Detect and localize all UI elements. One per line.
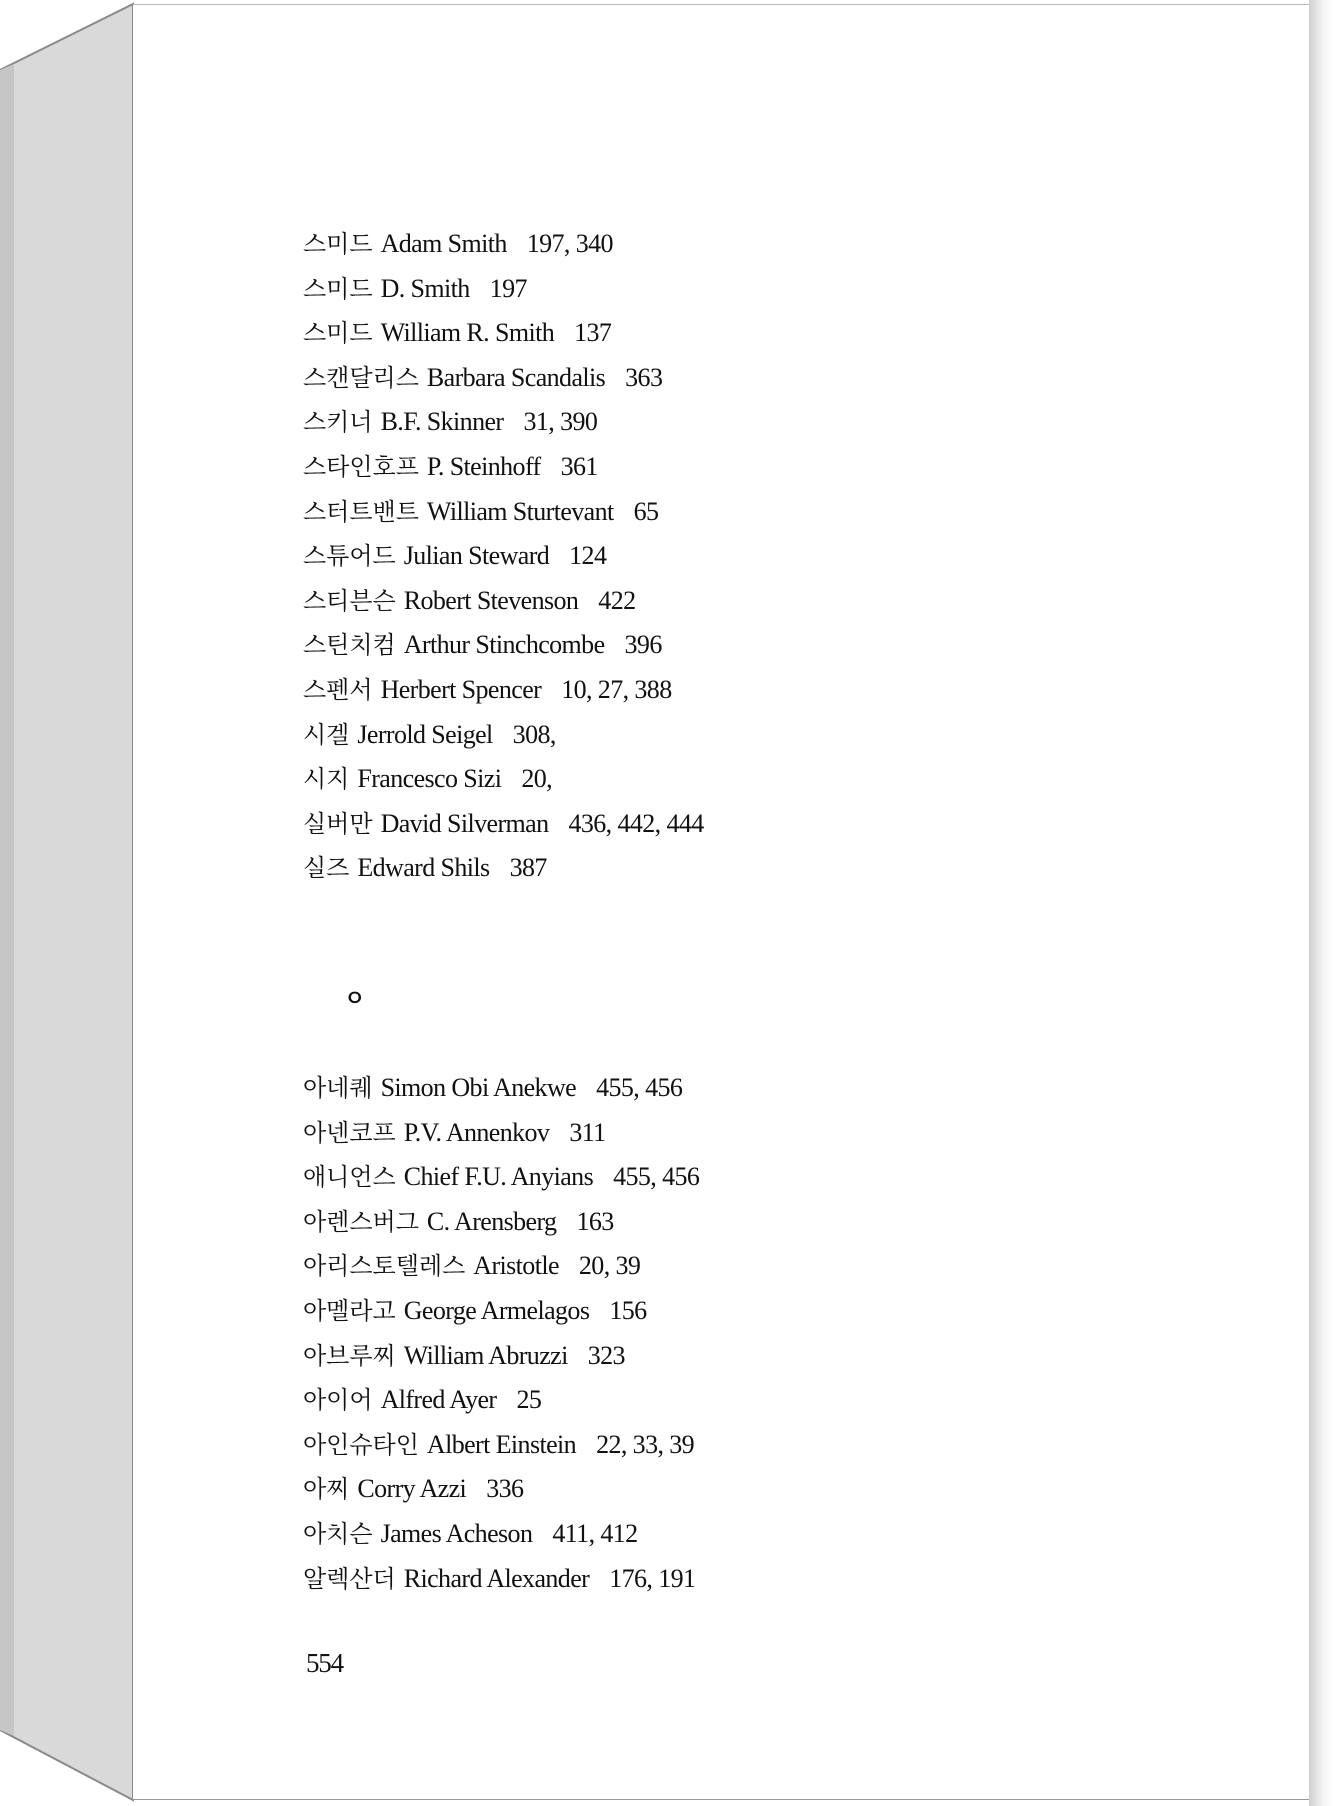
- korean-name: 아이어: [303, 1386, 373, 1415]
- book-spine-edge: [0, 0, 140, 1806]
- english-name: William Abruzzi: [403, 1340, 568, 1370]
- index-entry: [303, 445, 704, 490]
- korean-name: 시지: [303, 765, 350, 794]
- korean-name: 아브루찌: [303, 1341, 396, 1370]
- index-entry: [303, 534, 704, 579]
- english-name: David Silverman: [380, 808, 549, 838]
- english-name: Julian Steward: [403, 541, 550, 571]
- index-entry: [303, 668, 704, 713]
- page-refs: 363: [625, 362, 663, 392]
- english-name: George Armelagos: [403, 1295, 590, 1325]
- english-name: Francesco Sizi: [357, 764, 502, 794]
- index-entry: [303, 1155, 699, 1200]
- english-name: Richard Alexander: [403, 1563, 590, 1593]
- index-entry: [303, 1512, 699, 1557]
- page-refs: 396: [624, 630, 662, 660]
- index-entry: [303, 1066, 699, 1111]
- korean-name: 스틴치컴: [303, 631, 396, 660]
- index-entry: [303, 1334, 699, 1379]
- korean-name: 아찌: [303, 1475, 350, 1504]
- index-section-o: [303, 1066, 699, 1601]
- english-name: P.V. Annenkov: [403, 1117, 550, 1147]
- page-refs: 197, 340: [526, 229, 613, 258]
- english-name: Corry Azzi: [357, 1474, 467, 1504]
- index-section-s: [303, 222, 704, 891]
- page-refs: 411, 412: [552, 1518, 638, 1548]
- korean-name: 아넨코프: [303, 1118, 396, 1147]
- page-number: 554: [306, 1648, 343, 1678]
- english-name: Simon Obi Anekwe: [380, 1073, 577, 1102]
- english-name: C. Arensberg: [426, 1206, 557, 1236]
- page-refs: 336: [486, 1474, 524, 1504]
- english-name: D. Smith: [380, 273, 470, 303]
- korean-name: 아렌스버그: [303, 1207, 419, 1236]
- english-name: William R. Smith: [380, 318, 555, 348]
- english-name: Chief F.U. Anyians: [403, 1162, 594, 1192]
- index-entry: [303, 757, 704, 802]
- korean-name: 애니언스: [303, 1163, 396, 1192]
- page-refs: 137: [574, 318, 612, 348]
- english-name: Arthur Stinchcombe: [403, 630, 605, 660]
- index-entry: [303, 1244, 699, 1289]
- section-letter-heading: ㅇ: [344, 987, 366, 1012]
- korean-name: 스튜어드: [303, 542, 396, 571]
- index-entry: [303, 1111, 699, 1156]
- page-refs: 124: [569, 541, 607, 571]
- index-entry: [303, 311, 704, 356]
- page-refs: 176, 191: [609, 1563, 696, 1593]
- korean-name: 스미드: [303, 274, 373, 303]
- english-name: Albert Einstein: [426, 1429, 577, 1459]
- english-name: Alfred Ayer: [380, 1385, 497, 1415]
- korean-name: 아리스토텔레스: [303, 1252, 466, 1281]
- index-entry: [303, 267, 704, 312]
- page-refs: 65: [633, 496, 659, 526]
- korean-name: 아치슨: [303, 1519, 373, 1548]
- korean-name: 스미드: [303, 230, 373, 258]
- english-name: Jerrold Seigel: [357, 719, 493, 749]
- english-name: Aristotle: [473, 1251, 559, 1281]
- korean-name: 시겔: [303, 720, 350, 749]
- index-entry: [303, 490, 704, 535]
- page-refs: 22, 33, 39: [596, 1429, 695, 1459]
- english-name: William Sturtevant: [426, 496, 614, 526]
- korean-name: 스티븐슨: [303, 586, 396, 615]
- korean-name: 아멜라고: [303, 1296, 396, 1325]
- page-refs: 197: [489, 273, 527, 303]
- page-refs: 361: [560, 451, 598, 481]
- korean-name: 스타인호프: [303, 452, 419, 481]
- korean-name: 스키너: [303, 408, 373, 437]
- korean-name: 스터트밴트: [303, 497, 419, 526]
- index-entry: [303, 713, 704, 758]
- english-name: James Acheson: [380, 1518, 533, 1548]
- korean-name: 스미드: [303, 319, 373, 348]
- page-refs: 20,: [521, 764, 553, 794]
- english-name: Herbert Spencer: [380, 674, 542, 704]
- page-refs: 163: [576, 1206, 614, 1236]
- index-entry: [303, 1378, 699, 1423]
- page-refs: 455, 456: [613, 1162, 700, 1192]
- index-entry: [303, 222, 704, 267]
- english-name: B.F. Skinner: [380, 407, 504, 437]
- page-refs: 20, 39: [578, 1251, 641, 1281]
- page-refs: 323: [587, 1340, 625, 1370]
- korean-name: 스캔달리스: [303, 363, 419, 392]
- index-entry: [303, 1200, 699, 1245]
- page-refs: 422: [598, 585, 636, 615]
- page-refs: 10, 27, 388: [561, 674, 672, 704]
- page-refs: 31, 390: [523, 407, 598, 437]
- english-name: P. Steinhoff: [426, 451, 541, 481]
- index-entry: [303, 400, 704, 445]
- index-entry: [303, 1467, 699, 1512]
- index-entry: [303, 579, 704, 624]
- page-refs: 25: [516, 1385, 542, 1415]
- english-name: Adam Smith: [380, 229, 507, 258]
- english-name: Robert Stevenson: [403, 585, 579, 615]
- index-entry: [303, 356, 704, 401]
- page-refs: 308,: [512, 719, 556, 749]
- page-refs: 156: [609, 1295, 647, 1325]
- index-entry: [303, 1423, 699, 1468]
- korean-name: 아네퀘: [303, 1074, 373, 1102]
- english-name: Edward Shils: [357, 853, 490, 883]
- page-shadow: [1309, 0, 1333, 1806]
- korean-name: 실즈: [303, 854, 350, 883]
- korean-name: 스펜서: [303, 675, 373, 704]
- index-entry: [303, 1289, 699, 1334]
- index-entry: [303, 846, 704, 891]
- korean-name: 아인슈타인: [303, 1430, 419, 1459]
- page-refs: 311: [569, 1117, 606, 1147]
- korean-name: 알렉산더: [303, 1564, 396, 1593]
- index-entry: [303, 623, 704, 668]
- english-name: Barbara Scandalis: [426, 362, 606, 392]
- index-entry: [303, 802, 704, 847]
- page-refs: 455, 456: [596, 1073, 683, 1102]
- page-refs: 387: [509, 853, 547, 883]
- page-refs: 436, 442, 444: [568, 808, 704, 838]
- index-entry: [303, 1557, 699, 1602]
- korean-name: 실버만: [303, 809, 373, 838]
